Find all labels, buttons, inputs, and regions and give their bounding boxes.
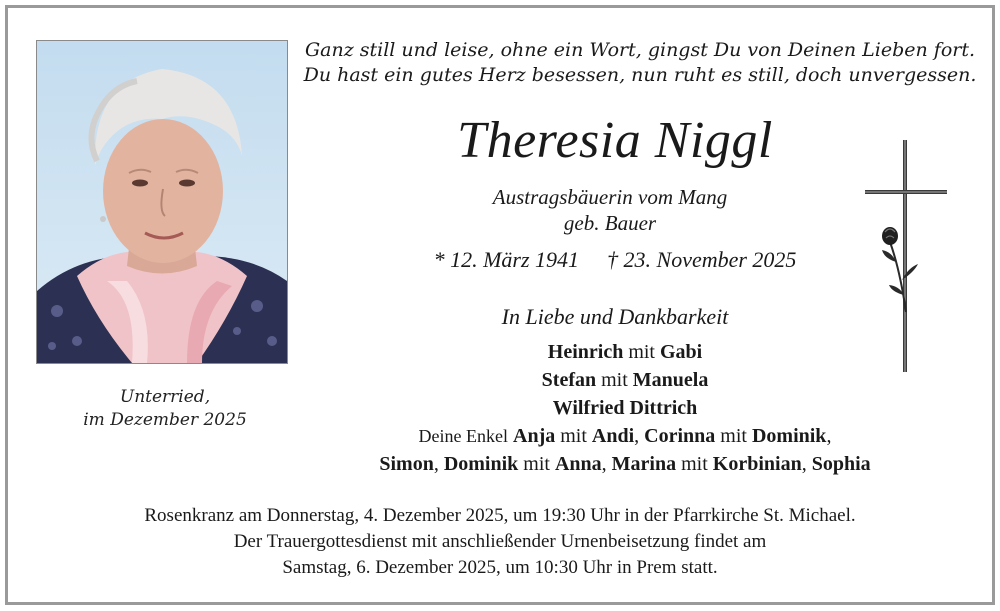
mourner-connector: mit	[681, 453, 708, 475]
mourner-connector: mit	[560, 425, 587, 447]
mourner-connector: mit	[601, 369, 628, 391]
portrait-photo	[36, 40, 288, 364]
mourner-connector: mit	[628, 341, 655, 363]
service-info	[20, 503, 980, 581]
birth-date: * 12. März 1941	[433, 247, 580, 272]
mourner-connector: mit	[720, 425, 747, 447]
mourners-list	[300, 338, 950, 478]
place-date	[60, 386, 270, 432]
grandchildren-line: Simon, Dominik mit Anna, Marina mit Korbinian, Sophia	[379, 453, 871, 475]
mourner-line	[300, 394, 950, 422]
funeral-info-2: Samstag, 6. Dezember 2025, um 10:30 Uhr in Prem statt.	[282, 557, 718, 578]
verse	[300, 38, 980, 88]
grandchild-name: Corinna	[644, 425, 716, 447]
grandchild-name: Marina	[611, 453, 677, 475]
grandchildren-label: Deine Enkel	[418, 426, 509, 446]
grandchildren-line: Deine Enkel Anja mit Andi, Corinna mit Dominik,	[418, 425, 832, 447]
mourner-name: Gabi	[659, 341, 703, 363]
funeral-info-1: Der Trauergottesdienst mit anschließender Urnenbeisetzung findet am	[233, 531, 767, 552]
verse-line-1: Ganz still und leise, ohne ein Wort, gingst Du von Deinen Lieben fort.	[304, 39, 976, 61]
occupation: Austragsbäuerin vom Mang	[492, 185, 728, 209]
mourner-name: Manuela	[632, 369, 709, 391]
mourner-line	[300, 366, 950, 394]
grandchild-name: Anna	[554, 453, 602, 475]
mourner-name: Stefan	[541, 369, 597, 391]
grandchild-name: Andi	[591, 425, 635, 447]
mourners-intro: In Liebe und Dankbarkeit	[501, 304, 729, 329]
grandchild-name: Anja	[513, 425, 556, 447]
grandchild-name: Sophia	[811, 453, 871, 475]
deceased-subtitle	[400, 184, 820, 236]
place-line-2: im Dezember 2025	[83, 410, 247, 430]
deceased-name: Theresia Niggl	[457, 112, 773, 169]
grandchild-name: Simon	[379, 453, 434, 475]
grandchild-name: Dominik	[443, 453, 519, 475]
death-date: † 23. November 2025	[607, 247, 797, 272]
mourner-name: Wilfried Dittrich	[552, 397, 698, 419]
maiden-name: geb. Bauer	[563, 211, 657, 235]
rosary-info: Rosenkranz am Donnerstag, 4. Dezember 2025, um 19:30 Uhr in der Pfarrkirche St. Michael.	[144, 505, 856, 526]
grandchild-name: Korbinian	[712, 453, 802, 475]
mourner-line	[300, 338, 950, 366]
mourner-connector: mit	[523, 453, 550, 475]
verse-line-2: Du hast ein gutes Herz besessen, nun ruht es still, doch unvergessen.	[303, 64, 977, 86]
grandchild-name: Dominik	[751, 425, 827, 447]
life-dates	[380, 246, 850, 274]
mourner-name: Heinrich	[547, 341, 624, 363]
place-line-1: Unterried,	[119, 387, 211, 407]
